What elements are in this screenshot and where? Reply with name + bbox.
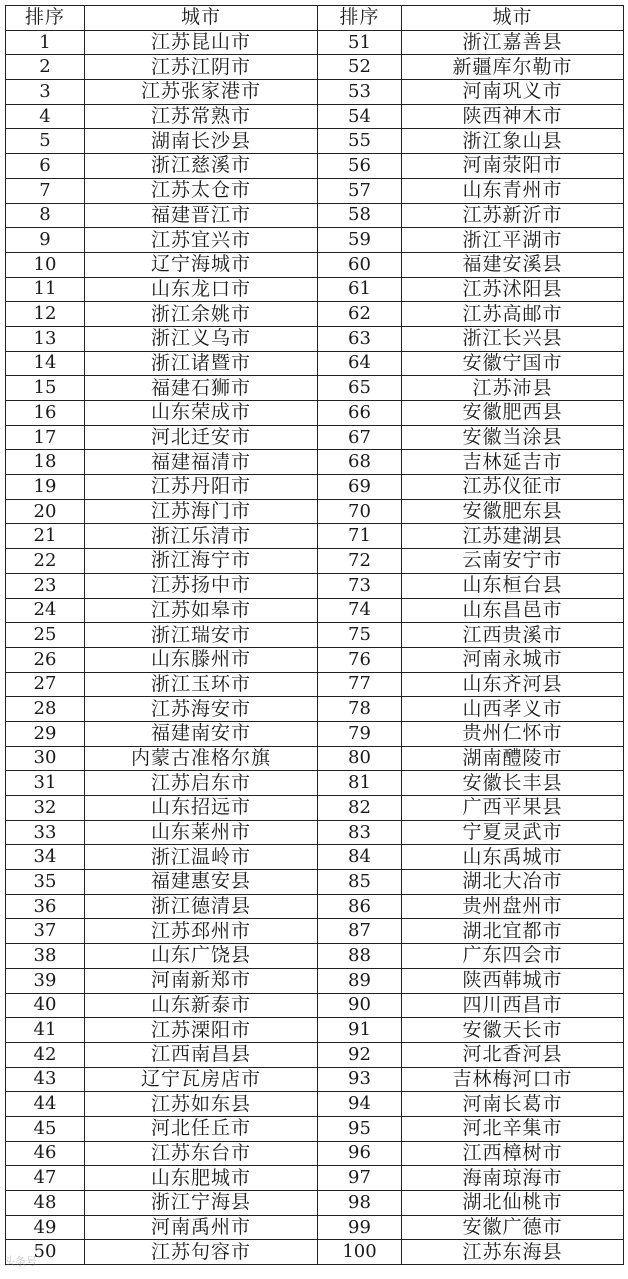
city-cell: 浙江温岭市	[85, 845, 318, 870]
rank-cell: 79	[318, 721, 402, 746]
table-row	[6, 425, 624, 450]
city-cell: 浙江德清县	[85, 894, 318, 919]
table-row	[6, 178, 624, 203]
table-row	[6, 598, 624, 623]
rank-cell: 64	[318, 351, 402, 376]
table-row	[6, 1141, 624, 1166]
rank-cell: 45	[6, 1116, 85, 1141]
rank-cell: 28	[6, 697, 85, 722]
table-row	[6, 845, 624, 870]
city-cell: 湖南长沙县	[85, 129, 318, 154]
city-cell: 江苏丹阳市	[85, 475, 318, 500]
table-row	[6, 549, 624, 574]
city-cell: 河南永城市	[402, 647, 624, 672]
rank-cell: 50	[6, 1240, 85, 1265]
rank-cell: 98	[318, 1191, 402, 1216]
table-row	[6, 721, 624, 746]
rank-cell: 2	[6, 55, 85, 80]
rank-cell: 80	[318, 746, 402, 771]
city-cell: 浙江乐清市	[85, 524, 318, 549]
table-row	[6, 919, 624, 944]
rank-cell: 37	[6, 919, 85, 944]
rank-cell: 96	[318, 1141, 402, 1166]
rank-cell: 36	[6, 894, 85, 919]
city-cell: 江苏如皋市	[85, 598, 318, 623]
rank-cell: 41	[6, 1018, 85, 1043]
table-row	[6, 1067, 624, 1092]
rank-cell: 40	[6, 993, 85, 1018]
city-cell: 河北任丘市	[85, 1116, 318, 1141]
table-row	[6, 228, 624, 253]
city-cell: 江西南昌县	[85, 1042, 318, 1067]
city-cell: 江苏邳州市	[85, 919, 318, 944]
table-row	[6, 55, 624, 80]
rank-cell: 62	[318, 302, 402, 327]
city-cell: 山东桓台县	[402, 573, 624, 598]
rank-cell: 26	[6, 647, 85, 672]
city-cell: 河北香河县	[402, 1042, 624, 1067]
city-cell: 海南琼海市	[402, 1166, 624, 1191]
rank-cell: 46	[6, 1141, 85, 1166]
city-cell: 福建安溪县	[402, 252, 624, 277]
rank-cell: 94	[318, 1092, 402, 1117]
rank-cell: 39	[6, 968, 85, 993]
city-cell: 广西平果县	[402, 796, 624, 821]
rank-cell: 71	[318, 524, 402, 549]
city-cell: 福建石狮市	[85, 376, 318, 401]
table-row	[6, 326, 624, 351]
rank-cell: 68	[318, 450, 402, 475]
rank-cell: 7	[6, 178, 85, 203]
rank-cell: 9	[6, 228, 85, 253]
rank-cell: 54	[318, 104, 402, 129]
ranking-table	[5, 5, 624, 1265]
city-cell: 山东莱州市	[85, 820, 318, 845]
rank-cell: 8	[6, 203, 85, 228]
table-row	[6, 302, 624, 327]
city-cell: 湖北宜都市	[402, 919, 624, 944]
table-row	[6, 623, 624, 648]
city-cell: 云南安宁市	[402, 549, 624, 574]
rank-cell: 17	[6, 425, 85, 450]
city-cell: 陕西韩城市	[402, 968, 624, 993]
table-row	[6, 154, 624, 179]
rank-cell: 93	[318, 1067, 402, 1092]
city-cell: 山东新泰市	[85, 993, 318, 1018]
city-cell: 浙江诸暨市	[85, 351, 318, 376]
table-row	[6, 746, 624, 771]
table-row	[6, 252, 624, 277]
city-header: 城市	[402, 6, 624, 31]
city-cell: 河北辛集市	[402, 1116, 624, 1141]
city-cell: 福建南安市	[85, 721, 318, 746]
rank-cell: 66	[318, 401, 402, 426]
table-row	[6, 968, 624, 993]
table-row	[6, 376, 624, 401]
rank-cell: 57	[318, 178, 402, 203]
rank-cell: 65	[318, 376, 402, 401]
table-row	[6, 796, 624, 821]
city-cell: 山东龙口市	[85, 277, 318, 302]
city-cell: 河南禹州市	[85, 1215, 318, 1240]
city-cell: 浙江长兴县	[402, 326, 624, 351]
table-header	[6, 6, 624, 31]
city-cell: 江西樟树市	[402, 1141, 624, 1166]
table-row	[6, 1240, 624, 1265]
rank-cell: 35	[6, 870, 85, 895]
city-cell: 安徽天长市	[402, 1018, 624, 1043]
rank-cell: 16	[6, 401, 85, 426]
city-cell: 广东四会市	[402, 944, 624, 969]
city-cell: 江苏如东县	[85, 1092, 318, 1117]
rank-cell: 20	[6, 499, 85, 524]
city-cell: 江苏高邮市	[402, 302, 624, 327]
rank-cell: 42	[6, 1042, 85, 1067]
rank-cell: 19	[6, 475, 85, 500]
table-row	[6, 1215, 624, 1240]
city-cell: 河南荥阳市	[402, 154, 624, 179]
city-cell: 吉林梅河口市	[402, 1067, 624, 1092]
city-cell: 浙江海宁市	[85, 549, 318, 574]
city-cell: 江苏溧阳市	[85, 1018, 318, 1043]
table-row	[6, 104, 624, 129]
rank-cell: 91	[318, 1018, 402, 1043]
city-cell: 江苏扬中市	[85, 573, 318, 598]
rank-cell: 49	[6, 1215, 85, 1240]
table-row	[6, 771, 624, 796]
rank-cell: 22	[6, 549, 85, 574]
rank-cell: 73	[318, 573, 402, 598]
city-cell: 江苏东台市	[85, 1141, 318, 1166]
city-cell: 江苏太仓市	[85, 178, 318, 203]
city-cell: 河南新郑市	[85, 968, 318, 993]
table-row	[6, 1191, 624, 1216]
rank-cell: 76	[318, 647, 402, 672]
city-cell: 江苏江阴市	[85, 55, 318, 80]
city-cell: 贵州盘州市	[402, 894, 624, 919]
city-cell: 福建福清市	[85, 450, 318, 475]
city-cell: 浙江义乌市	[85, 326, 318, 351]
city-cell: 山东肥城市	[85, 1166, 318, 1191]
city-cell: 浙江慈溪市	[85, 154, 318, 179]
city-cell: 湖北仙桃市	[402, 1191, 624, 1216]
city-cell: 陕西神木市	[402, 104, 624, 129]
table-row	[6, 450, 624, 475]
city-cell: 山东滕州市	[85, 647, 318, 672]
table-row	[6, 993, 624, 1018]
city-cell: 江苏海安市	[85, 697, 318, 722]
rank-cell: 74	[318, 598, 402, 623]
city-cell: 江苏张家港市	[85, 80, 318, 105]
table-row	[6, 80, 624, 105]
header-row	[6, 6, 624, 31]
city-cell: 浙江象山县	[402, 129, 624, 154]
city-cell: 湖北大冶市	[402, 870, 624, 895]
city-cell: 辽宁海城市	[85, 252, 318, 277]
rank-cell: 3	[6, 80, 85, 105]
rank-cell: 67	[318, 425, 402, 450]
rank-header: 排序	[318, 6, 402, 31]
city-cell: 内蒙古准格尔旗	[85, 746, 318, 771]
rank-cell: 24	[6, 598, 85, 623]
city-cell: 山西孝义市	[402, 697, 624, 722]
city-cell: 江苏句容市	[85, 1240, 318, 1265]
rank-cell: 81	[318, 771, 402, 796]
city-cell: 山东广饶县	[85, 944, 318, 969]
table-row	[6, 129, 624, 154]
city-cell: 江苏常熟市	[85, 104, 318, 129]
rank-cell: 89	[318, 968, 402, 993]
city-cell: 河北迁安市	[85, 425, 318, 450]
table-row	[6, 870, 624, 895]
city-cell: 河南长葛市	[402, 1092, 624, 1117]
rank-cell: 95	[318, 1116, 402, 1141]
rank-cell: 48	[6, 1191, 85, 1216]
table-row	[6, 697, 624, 722]
city-cell: 湖南醴陵市	[402, 746, 624, 771]
table-row	[6, 944, 624, 969]
table-row	[6, 894, 624, 919]
city-cell: 福建惠安县	[85, 870, 318, 895]
city-header: 城市	[85, 6, 318, 31]
city-cell: 山东齐河县	[402, 672, 624, 697]
city-cell: 浙江瑞安市	[85, 623, 318, 648]
rank-cell: 85	[318, 870, 402, 895]
rank-cell: 52	[318, 55, 402, 80]
city-cell: 安徽宁国市	[402, 351, 624, 376]
rank-cell: 21	[6, 524, 85, 549]
rank-cell: 11	[6, 277, 85, 302]
table-row	[6, 499, 624, 524]
city-cell: 浙江宁海县	[85, 1191, 318, 1216]
rank-cell: 60	[318, 252, 402, 277]
city-cell: 安徽肥东县	[402, 499, 624, 524]
table-row	[6, 351, 624, 376]
city-cell: 山东青州市	[402, 178, 624, 203]
rank-cell: 56	[318, 154, 402, 179]
city-cell: 辽宁瓦房店市	[85, 1067, 318, 1092]
rank-cell: 72	[318, 549, 402, 574]
city-cell: 江苏启东市	[85, 771, 318, 796]
table-row	[6, 475, 624, 500]
rank-cell: 15	[6, 376, 85, 401]
rank-cell: 78	[318, 697, 402, 722]
rank-cell: 53	[318, 80, 402, 105]
rank-cell: 5	[6, 129, 85, 154]
rank-cell: 47	[6, 1166, 85, 1191]
table-row	[6, 30, 624, 55]
city-cell: 山东昌邑市	[402, 598, 624, 623]
rank-cell: 83	[318, 820, 402, 845]
rank-cell: 90	[318, 993, 402, 1018]
rank-cell: 86	[318, 894, 402, 919]
table-row	[6, 672, 624, 697]
rank-cell: 70	[318, 499, 402, 524]
city-cell: 山东招远市	[85, 796, 318, 821]
city-cell: 浙江嘉善县	[402, 30, 624, 55]
city-cell: 浙江玉环市	[85, 672, 318, 697]
rank-cell: 77	[318, 672, 402, 697]
city-cell: 宁夏灵武市	[402, 820, 624, 845]
rank-cell: 99	[318, 1215, 402, 1240]
city-cell: 浙江余姚市	[85, 302, 318, 327]
city-cell: 福建晋江市	[85, 203, 318, 228]
city-cell: 江苏沭阳县	[402, 277, 624, 302]
rank-cell: 59	[318, 228, 402, 253]
table-row	[6, 1116, 624, 1141]
table-row	[6, 401, 624, 426]
rank-cell: 84	[318, 845, 402, 870]
rank-cell: 88	[318, 944, 402, 969]
city-cell: 吉林延吉市	[402, 450, 624, 475]
city-cell: 新疆库尔勒市	[402, 55, 624, 80]
city-cell: 江苏沛县	[402, 376, 624, 401]
rank-header: 排序	[6, 6, 85, 31]
rank-cell: 82	[318, 796, 402, 821]
city-cell: 江苏海门市	[85, 499, 318, 524]
table-row	[6, 820, 624, 845]
rank-cell: 25	[6, 623, 85, 648]
rank-cell: 92	[318, 1042, 402, 1067]
rank-cell: 97	[318, 1166, 402, 1191]
city-cell: 江苏建湖县	[402, 524, 624, 549]
watermark: 头条号	[4, 1255, 37, 1268]
table-row	[6, 203, 624, 228]
rank-cell: 4	[6, 104, 85, 129]
rank-cell: 51	[318, 30, 402, 55]
city-cell: 山东荣成市	[85, 401, 318, 426]
city-cell: 江苏仪征市	[402, 475, 624, 500]
rank-cell: 100	[318, 1240, 402, 1265]
city-cell: 江苏宜兴市	[85, 228, 318, 253]
rank-cell: 1	[6, 30, 85, 55]
city-cell: 安徽肥西县	[402, 401, 624, 426]
rank-cell: 32	[6, 796, 85, 821]
rank-cell: 43	[6, 1067, 85, 1092]
city-cell: 安徽长丰县	[402, 771, 624, 796]
rank-cell: 13	[6, 326, 85, 351]
rank-cell: 31	[6, 771, 85, 796]
table-row	[6, 1018, 624, 1043]
rank-cell: 12	[6, 302, 85, 327]
rank-cell: 29	[6, 721, 85, 746]
city-cell: 江苏新沂市	[402, 203, 624, 228]
rank-cell: 61	[318, 277, 402, 302]
rank-cell: 14	[6, 351, 85, 376]
rank-cell: 44	[6, 1092, 85, 1117]
rank-cell: 33	[6, 820, 85, 845]
rank-cell: 10	[6, 252, 85, 277]
rank-cell: 30	[6, 746, 85, 771]
rank-cell: 87	[318, 919, 402, 944]
table-row	[6, 573, 624, 598]
rank-cell: 6	[6, 154, 85, 179]
city-cell: 江苏东海县	[402, 1240, 624, 1265]
rank-cell: 38	[6, 944, 85, 969]
city-cell: 江西贵溪市	[402, 623, 624, 648]
rank-cell: 69	[318, 475, 402, 500]
city-cell: 安徽当涂县	[402, 425, 624, 450]
rank-cell: 63	[318, 326, 402, 351]
rank-cell: 55	[318, 129, 402, 154]
table-row	[6, 524, 624, 549]
table-row	[6, 1042, 624, 1067]
rank-cell: 27	[6, 672, 85, 697]
table-row	[6, 277, 624, 302]
rank-cell: 34	[6, 845, 85, 870]
rank-cell: 18	[6, 450, 85, 475]
city-cell: 贵州仁怀市	[402, 721, 624, 746]
table-row	[6, 1092, 624, 1117]
table-body	[6, 30, 624, 1264]
city-cell: 山东禹城市	[402, 845, 624, 870]
city-cell: 浙江平湖市	[402, 228, 624, 253]
city-cell: 河南巩义市	[402, 80, 624, 105]
table-row	[6, 647, 624, 672]
city-cell: 江苏昆山市	[85, 30, 318, 55]
rank-cell: 58	[318, 203, 402, 228]
city-cell: 四川西昌市	[402, 993, 624, 1018]
rank-cell: 23	[6, 573, 85, 598]
city-cell: 安徽广德市	[402, 1215, 624, 1240]
rank-cell: 75	[318, 623, 402, 648]
table-row	[6, 1166, 624, 1191]
